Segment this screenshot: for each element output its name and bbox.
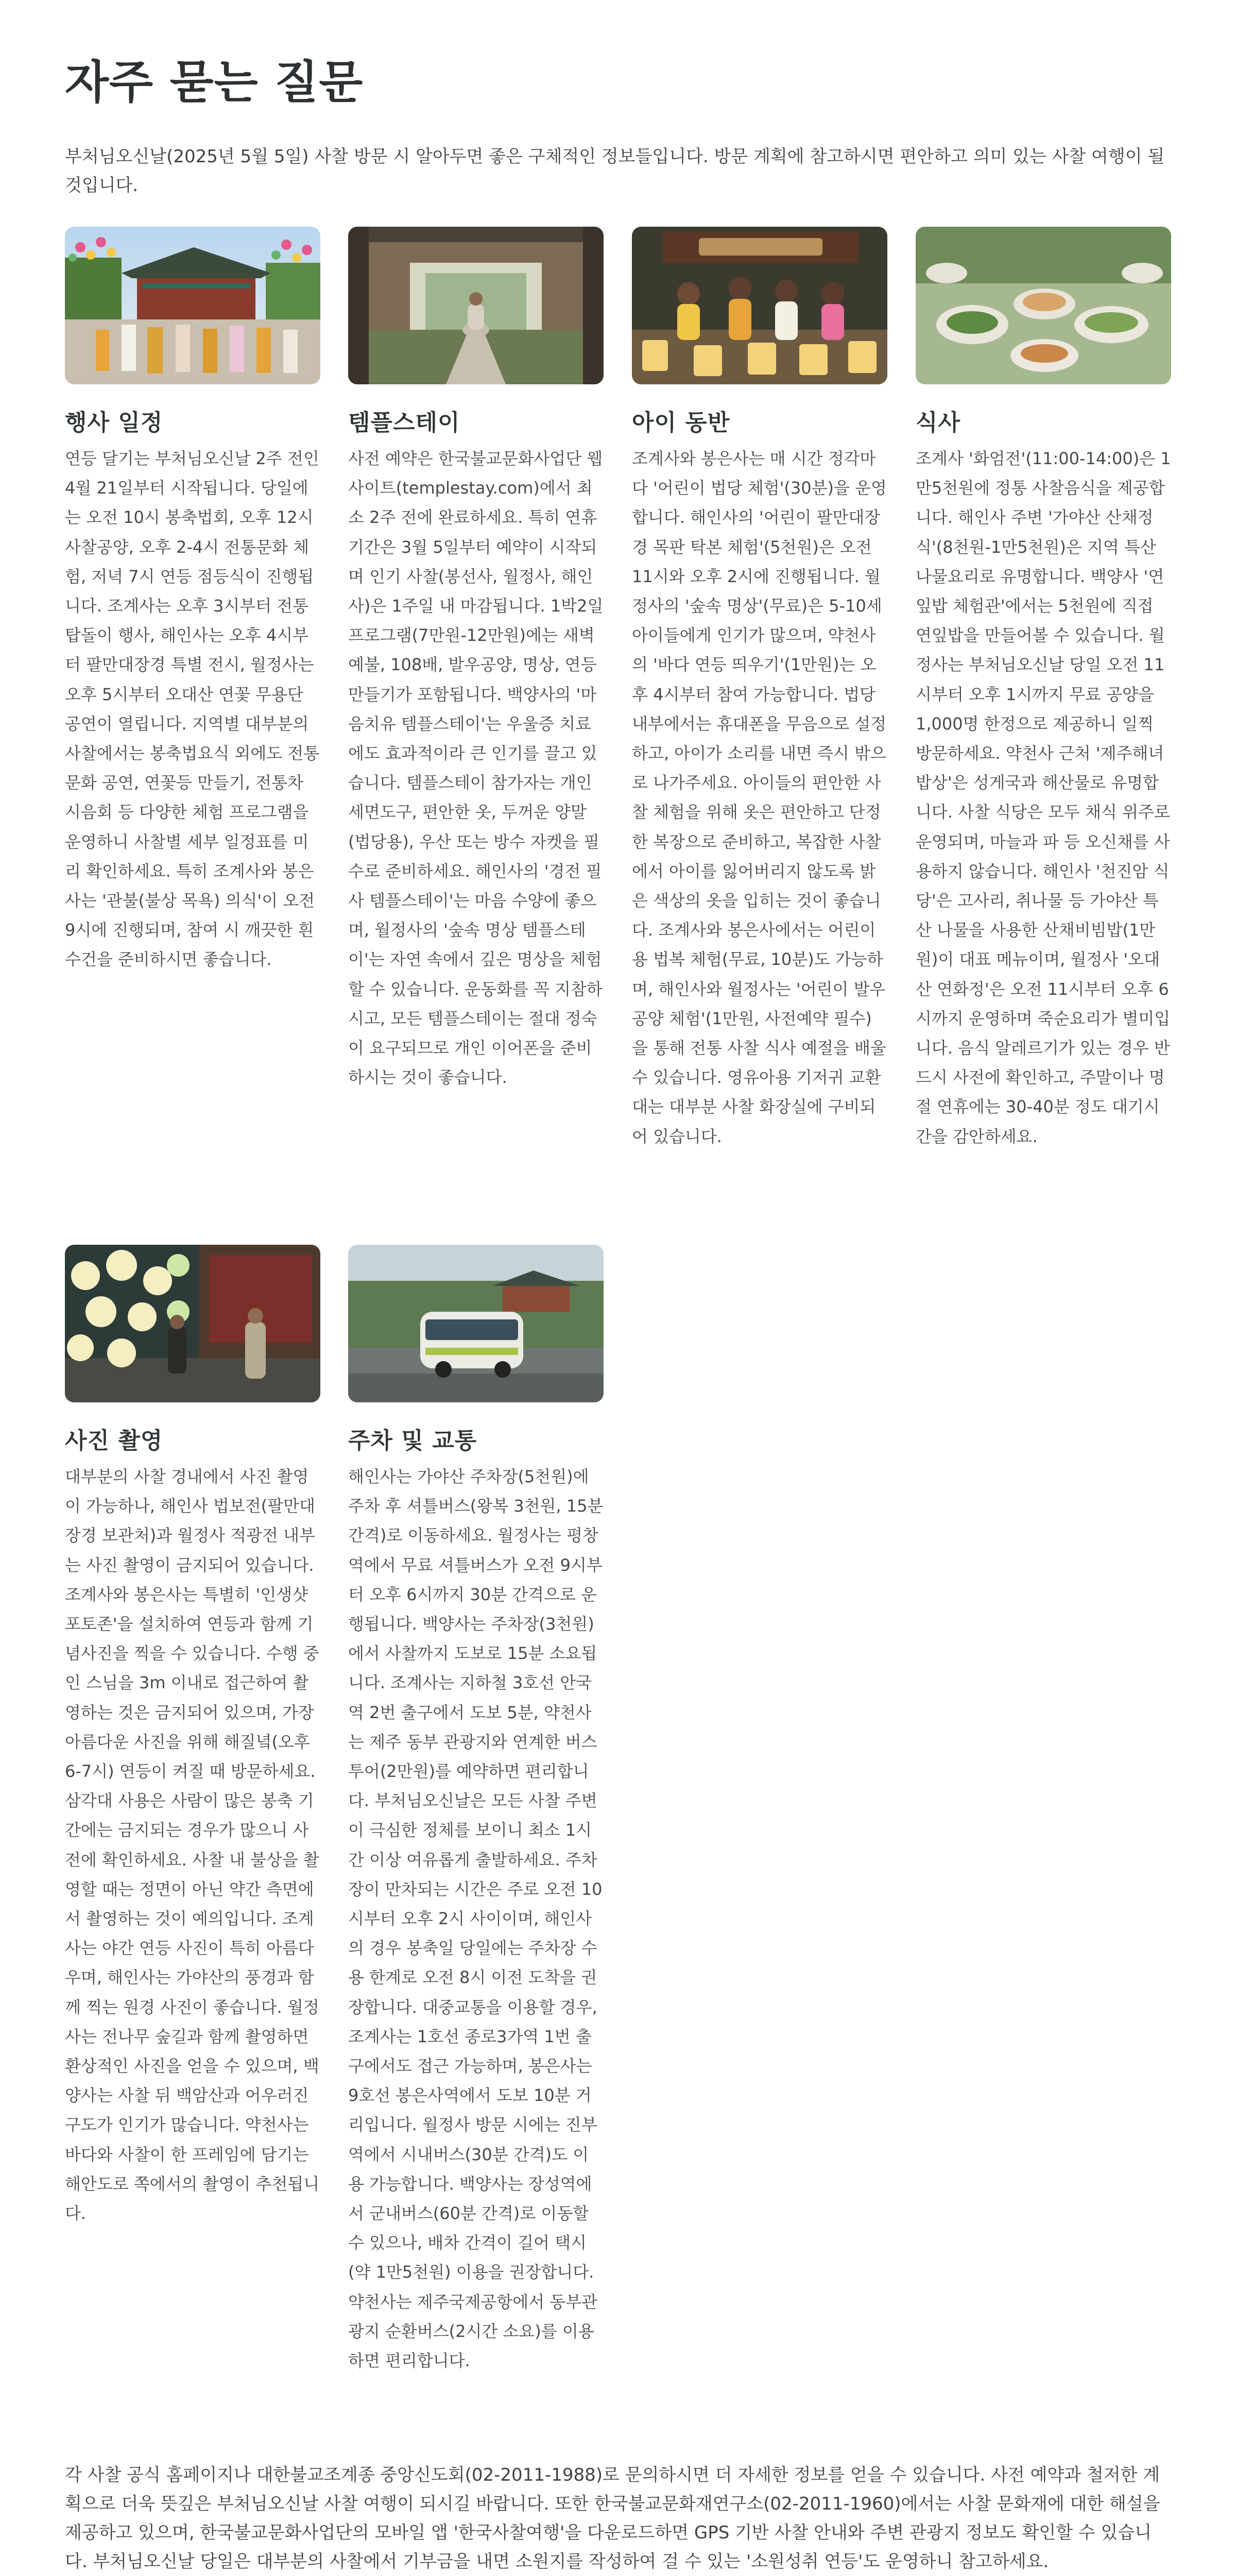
card-body: 연등 달기는 부처님오신날 2주 전인 4월 21일부터 시작됩니다. 당일에는 오전 10시 봉축법회, 오후 12시 사찰공양, 오후 2-4시 전통문화 체험, 저녁 7시 연등 점등식이 진행됩니다. 조계사는 오후 3시부터 전통 탑돌이 행사, 해인사는 오후 4시부터 팔만대장경 특별 전시, 월정사는 오후 5시부터 오대산 연꽃 무용단 공연이 열립니다. 지역별 대부분의 사찰에서는 봉축법요식 외에도 전통 문화 공연, 연꽃등 만들기, 전통차 시음회 등 다양한 체험 프로그램을 운영하니 사찰별 세부 일정표를 미리 확인하세요. 특히 조계사와 봉은사는 '관불(불상 목욕) 의식'이 오전 9시에 진행되며, 참여 시 깨끗한 흰 수건을 준비하시면 좋습니다.: [65, 449, 320, 970]
intro-text: 부처님오신날(2025년 5월 5일) 사찰 방문 시 알아두면 좋은 구체적인 정보들입니다. 방문 계획에 참고하시면 편안하고 의미 있는 사찰 여행이 될 것입니다.: [65, 146, 1165, 196]
card-body: 사전 예약은 한국불교문화사업단 웹사이트(templestay.com)에서 최소 2주 전에 완료하세요. 특히 연휴 기간은 3월 5일부터 예약이 시작되며 인기 사찰(봉선사, 월정사, 해인사)은 1주일 내 마감됩니다. 1박2일 프로그램(7만원-12만원)에는 새벽 예불, 108배, 발우공양, 명상, 연등 만들기가 포함됩니다. 백양사의 '마음치유 템플스테이'는 우울증 치료에도 효과적이라 큰 인기를 끌고 있습니다. 템플스테이 참가자는 개인 세면도구, 편안한 옷, 두꺼운 양말(법당용), 우산 또는 방수 자켓을 필수로 준비하세요. 해인사의 '경전 필사 템플스테이'는 마음 수양에 좋으며, 월정사의 '숲속 명상 템플스테이'는 자연 속에서 깊은 명상을 체험할 수 있습니다. 운동화를 꼭 지참하시고, 모든 템플스테이는 절대 정숙이 요구되므로 개인 이어폰을 준비하시는 것이 좋습니다.: [348, 449, 604, 1088]
closing-text: 각 사찰 공식 홈페이지나 대한불교조계종 중앙신도회(02-2011-1988)로 문의하시면 더 자세한 정보를 얻을 수 있습니다. 사전 예약과 철저한 계획으로 더욱 뜻깊은 부처님오신날 사찰 여행이 되시길 바랍니다. 또한 한국불교문화재연구소(02-2011-1960)에서는 사찰 문화재에 대한 해설을 제공하고 있으며, 한국불교문화사업단의 모바일 앱 '한국사찰여행'을 다운로드하면 GPS 기반 사찰 안내와 주변 관광지 정보도 확인할 수 있습니다. 부처님오신날 당일은 대부분의 사찰에서 기부금을 내면 소원지를 작성하여 걸 수 있는 '소원성취 연등'도 운영하니 참고하세요.: [65, 2465, 1160, 2572]
card-body: 대부분의 사찰 경내에서 사진 촬영이 가능하나, 해인사 법보전(팔만대장경 보관처)과 월정사 적광전 내부는 사진 촬영이 금지되어 있습니다. 조계사와 봉은사는 특별히 '인생샷 포토존'을 설치하여 연등과 함께 기념사진을 찍을 수 있습니다. 수행 중인 스님을 3m 이내로 접근하여 촬영하는 것은 금지되어 있으며, 가장 아름다운 사진을 위해 해질녘(오후 6-7시) 연등이 켜질 때 방문하세요. 삼각대 사용은 사람이 많은 봉축 기간에는 금지되는 경우가 많으니 사전에 확인하세요. 사찰 내 불상을 촬영할 때는 정면이 아닌 약간 측면에서 촬영하는 것이 예의입니다. 조계사는 야간 연등 사진이 특히 아름다우며, 해인사는 가야산의 풍경과 함께 찍는 원경 사진이 좋습니다. 월정사는 전나무 숲길과 함께 촬영하면 환상적인 사진을 얻을 수 있으며, 백양사는 사찰 뒤 백암산과 어우러진 구도가 인기가 많습니다. 약천사는 바다와 사찰이 한 프레임에 담기는 해안도로 쪽에서의 촬영이 추천됩니다.: [65, 1467, 320, 2224]
card-body: 조계사와 봉은사는 매 시간 정각마다 '어린이 법당 체험'(30분)을 운영합니다. 해인사의 '어린이 팔만대장경 목판 탁본 체험'(5천원)은 오전 11시와 오후 2시에 진행됩니다. 월정사의 '숲속 명상'(무료)은 5-10세 아이들에게 인기가 많으며, 약천사의 '바다 연등 띄우기'(1만원)는 오후 4시부터 참여 가능합니다. 법당 내부에서는 휴대폰을 무음으로 설정하고, 아이가 소리를 내면 즉시 밖으로 나가주세요. 아이들의 편안한 사찰 체험을 위해 옷은 편안하고 단정한 복장으로 준비하고, 복잡한 사찰에서 아이를 잃어버리지 않도록 밝은 색상의 옷을 입히는 것이 좋습니다. 조계사와 봉은사에서는 어린이용 법복 체험(무료, 10분)도 가능하며, 해인사와 월정사는 '어린이 발우공양 체험'(1만원, 사전예약 필수)을 통해 전통 사찰 식사 예절을 배울 수 있습니다. 영유아용 기저귀 교환대는 대부분 사찰 화장실에 구비되어 있습니다.: [632, 449, 887, 1146]
card-title: 행사 일정: [65, 410, 163, 436]
faq-card-food: [916, 227, 1171, 1151]
card-title: 사진 촬영: [65, 1428, 163, 1454]
card-title: 아이 동반: [632, 410, 730, 436]
temple-festival-image: [65, 227, 320, 384]
faq-card-event-schedule: [65, 227, 320, 975]
meditation-image: [348, 227, 604, 384]
faq-card-photography: [65, 1245, 320, 2228]
card-body: 해인사는 가야산 주차장(5천원)에 주차 후 셔틀버스(왕복 3천원, 15분 간격)로 이동하세요. 월정사는 평창역에서 무료 셔틀버스가 오전 9시부터 오후 6시까지 30분 간격으로 운행됩니다. 백양사는 주차장(3천원)에서 사찰까지 도보로 15분 소요됩니다. 조계사는 지하철 3호선 안국역 2번 출구에서 도보 5분, 약천사는 제주 동부 관광지와 연계한 버스투어(2만원)를 예약하면 편리합니다. 부처님오신날은 모든 사찰 주변이 극심한 정체를 보이니 최소 1시간 이상 여유롭게 출발하세요. 주차장이 만차되는 시간은 주로 오전 10시부터 오후 2시 사이이며, 해인사의 경우 봉축일 당일에는 주차장 수용 한계로 오전 8시 이전 도착을 권장합니다. 대중교통을 이용할 경우, 조계사는 1호선 종로3가역 1번 출구에서도 접근 가능하며, 봉은사는 9호선 봉은사역에서 도보 10분 거리입니다. 월정사 방문 시에는 진부역에서 시내버스(30분 간격)도 이용 가능합니다. 백양사는 장성역에서 군내버스(60분 간격)로 이동할 수 있으나, 배차 간격이 길어 택시(약 1만5천원) 이용을 권장합니다. 약천사는 제주국제공항에서 동부관광지 순환버스(2시간 소요)를 이용하면 편리합니다.: [348, 1467, 604, 2371]
kids-lantern-image: [632, 227, 887, 384]
lantern-photo-image: [65, 1245, 320, 1402]
shuttle-bus-image: [348, 1245, 604, 1402]
page-title: 자주 묻는 질문: [65, 56, 364, 109]
faq-card-templestay: [348, 227, 604, 1092]
card-title: 주차 및 교통: [348, 1428, 477, 1454]
card-title: 식사: [916, 410, 961, 436]
card-title: 템플스테이: [348, 410, 460, 436]
card-body: 조계사 '화엄전'(11:00-14:00)은 1만5천원에 정통 사찰음식을 제공합니다. 해인사 주변 '가야산 산채정식'(8천원-1만5천원)은 지역 특산 나물요리로 유명합니다. 백양사 '연잎밥 체험관'에서는 5천원에 직접 연잎밥을 만들어볼 수 있습니다. 월정사는 부처님오신날 당일 오전 11시부터 오후 1시까지 무료 공양을 1,000명 한정으로 제공하니 일찍 방문하세요. 약천사 근처 '제주해녀밥상'은 성게국과 해산물로 유명합니다. 사찰 식당은 모두 채식 위주로 운영되며, 마늘과 파 등 오신채를 사용하지 않습니다. 해인사 '천진암 식당'은 고사리, 취나물 등 가야산 특산 나물을 사용한 산채비빔밥(1만원)이 대표 메뉴이며, 월정사 '오대산 연화정'은 오전 11시부터 오후 6시까지 운영하며 죽순요리가 별미입니다. 음식 알레르기가 있는 경우 반드시 사전에 확인하고, 주말이나 명절 연휴에는 30-40분 정도 대기시간을 감안하세요.: [916, 449, 1171, 1146]
faq-card-kids: [632, 227, 887, 1151]
faq-card-parking-transport: [348, 1245, 604, 2376]
temple-food-image: [916, 227, 1171, 384]
